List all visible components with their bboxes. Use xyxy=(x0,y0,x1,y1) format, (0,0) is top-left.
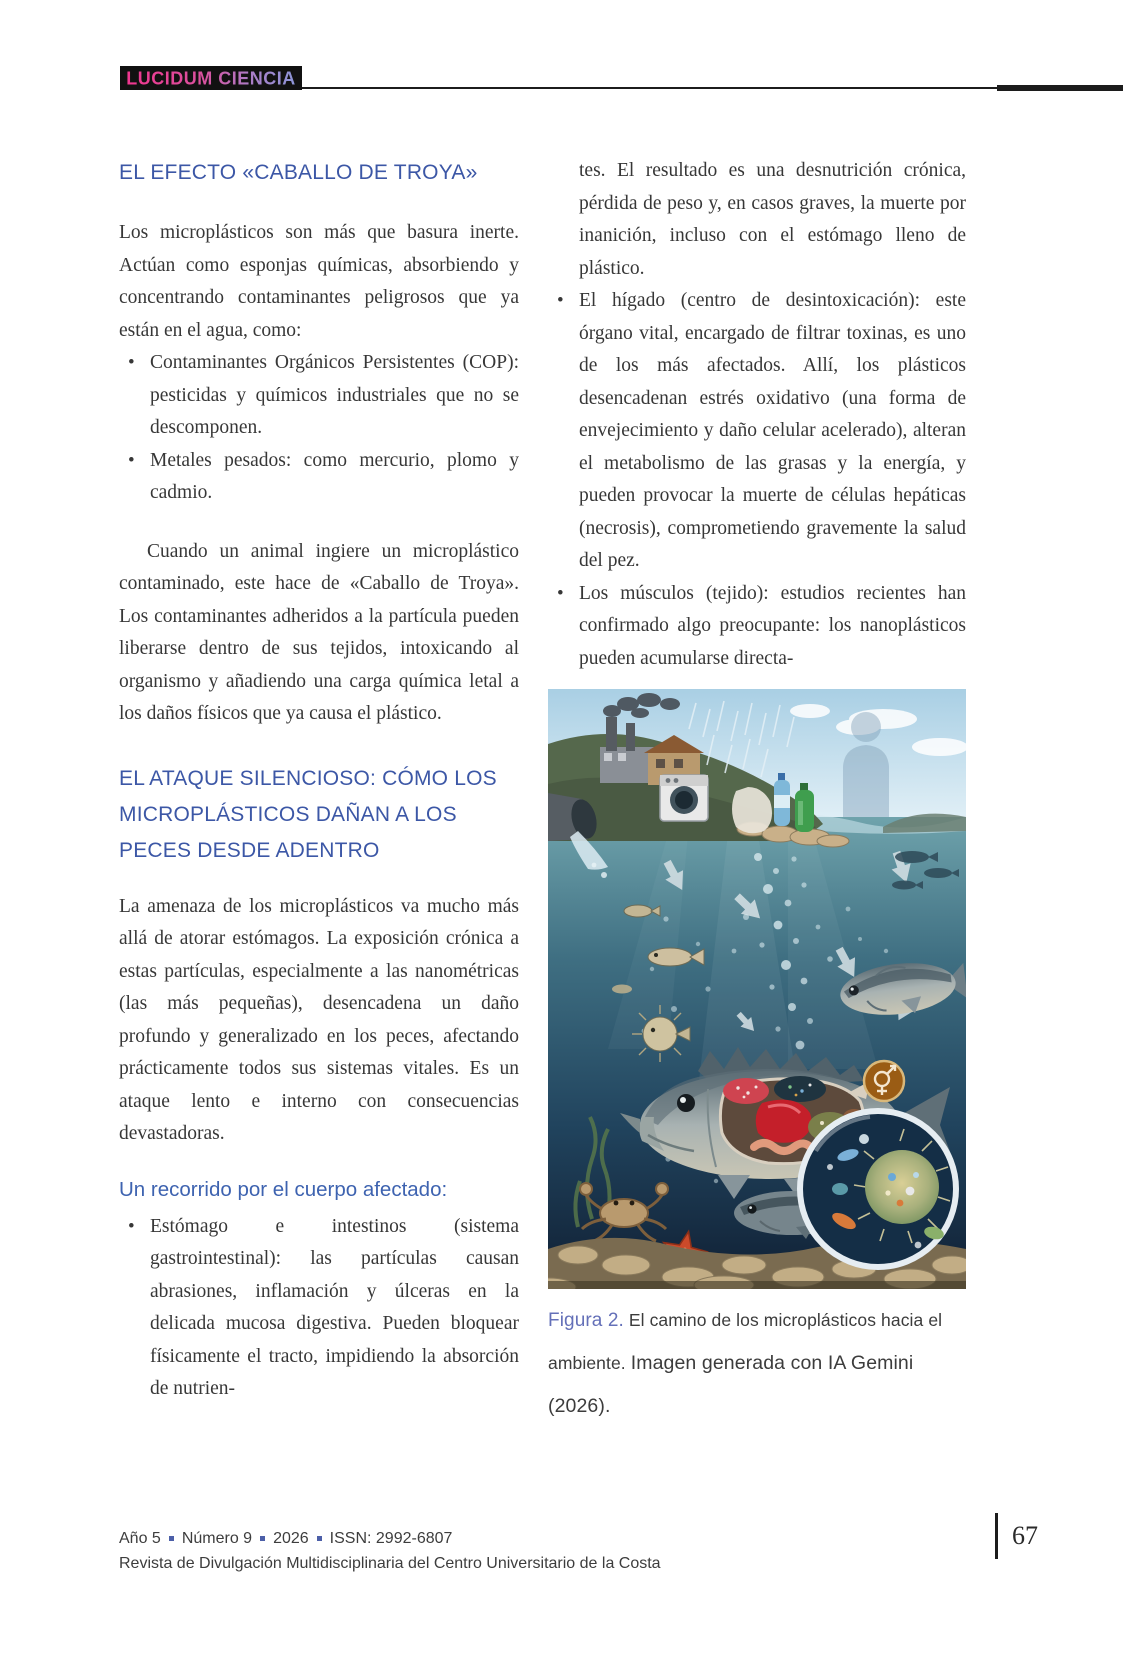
footer-issue: Número 9 xyxy=(181,1530,253,1547)
organ-dark-speckled xyxy=(774,1076,826,1102)
header-rule-thin xyxy=(302,87,997,89)
list-item-text: Metales pesados: como mercurio, plomo y cadmio. xyxy=(150,449,519,503)
list-item-text: Estómago e intestinos (sistema gastrointestinal): las partículas causan abrasiones, inflamación y úlceras en la delicada mucosa digestiva. Pueden bloquear físicamente el tracto, impidiendo la absorción de nutrien- xyxy=(150,1215,519,1399)
list-item-text: El hígado (centro de desintoxicación): este órgano vital, encargado de filtrar toxinas, es uno de los más afectados. Allí, los plásticos desencadenan estrés oxidativo (una forma de envejecimiento y daño celular acelerado), alteran el metabolismo de las grasas y la energía, y pueden provocar la muerte de células hepáticas (necrosis), comprometiendo gravemente la salud del pez. xyxy=(579,290,966,571)
brand-logo-box xyxy=(120,66,302,90)
header-rule-thick xyxy=(997,85,1123,91)
figure-illustration xyxy=(548,689,966,1289)
square-separator-icon xyxy=(260,1536,265,1541)
page-number xyxy=(995,1513,1038,1559)
page-footer xyxy=(119,1526,879,1576)
figure-label: Figura 2. xyxy=(548,1310,624,1331)
page-number-value: 67 xyxy=(1012,1521,1038,1550)
right-column xyxy=(548,155,966,1428)
brand-logo: LUCIDUM CIENCIA xyxy=(126,66,296,88)
footer-meta xyxy=(119,1526,879,1551)
list-item xyxy=(119,347,519,445)
list-item xyxy=(548,578,966,676)
paragraph-continuation: tes. El resultado es una desnutrición crónica, pérdida de peso y, en casos graves, la muerte por inanición, incluso con el estómago lleno de plástico. xyxy=(579,160,966,279)
paragraph: Cuando un animal ingiere un microplástico contaminado, este hace de «Caballo de Troya». Los contaminantes adheridos a la partícula pueden liberarse dentro de sus tejidos, intoxicando al organismo y añadiendo una carga química letal a los daños físicos que ya causa el plástico. xyxy=(119,540,519,724)
magnifier-inset xyxy=(800,1111,956,1267)
subheading-recorrido: Un recorrido por el cuerpo afectado: xyxy=(119,1177,448,1201)
paragraph: La amenaza de los microplásticos va mucho más allá de atorar estómagos. La exposición crónica a estas partículas, especialmente a las nanométricas (las más pequeñas), desencadena un daño profundo y generalizado en los peces, afectando prácticamente todos sus sistemas vitales. Es un ataque lento e interno con consecuencias devastadoras. xyxy=(119,895,519,1144)
square-separator-icon xyxy=(317,1536,322,1541)
organ-red-sac xyxy=(723,1078,769,1104)
left-column xyxy=(119,155,519,1406)
figure-caption xyxy=(548,1299,966,1428)
list-item xyxy=(119,1211,519,1406)
square-separator-icon xyxy=(169,1536,174,1541)
footer-issn: ISSN: 2992-6807 xyxy=(329,1530,453,1547)
paragraph: Los microplásticos son más que basura inerte. Actúan como esponjas químicas, absorbiendo y concentrando contaminantes peligrosos que ya están en el agua, como: xyxy=(119,222,519,341)
list-item-text: Los músculos (tejido): estudios recientes han confirmado algo preocupante: los nanoplásticos pueden acumularse directa- xyxy=(579,582,966,669)
footer-year: Año 5 xyxy=(119,1530,161,1547)
figure-caption-text: El camino de los microplásticos hacia el ambiente. xyxy=(548,1310,943,1373)
list-item xyxy=(548,285,966,578)
footer-date: 2026 xyxy=(273,1530,309,1547)
section-heading-caballo-de-troya: EL EFECTO «CABALLO DE TROYA» xyxy=(119,161,478,184)
figure-credit: Imagen generada con IA Gemini (2026). xyxy=(548,1352,914,1417)
gender-badge xyxy=(864,1061,904,1101)
washing-machine-icon xyxy=(660,775,708,821)
section-heading-ataque-silencioso: EL ATAQUE SILENCIOSO: CÓMO LOS MICROPLÁSTICOS DAÑAN A LOS PECES DESDE ADENTRO xyxy=(119,766,497,862)
list-item xyxy=(119,445,519,510)
footer-journal-name: Revista de Divulgación Multidisciplinaria del Centro Universitario de la Costa xyxy=(119,1555,661,1572)
figure-2 xyxy=(548,689,966,1428)
list-item-text: Contaminantes Orgánicos Persistentes (COP): pesticidas y químicos industriales que no se descomponen. xyxy=(150,352,519,438)
